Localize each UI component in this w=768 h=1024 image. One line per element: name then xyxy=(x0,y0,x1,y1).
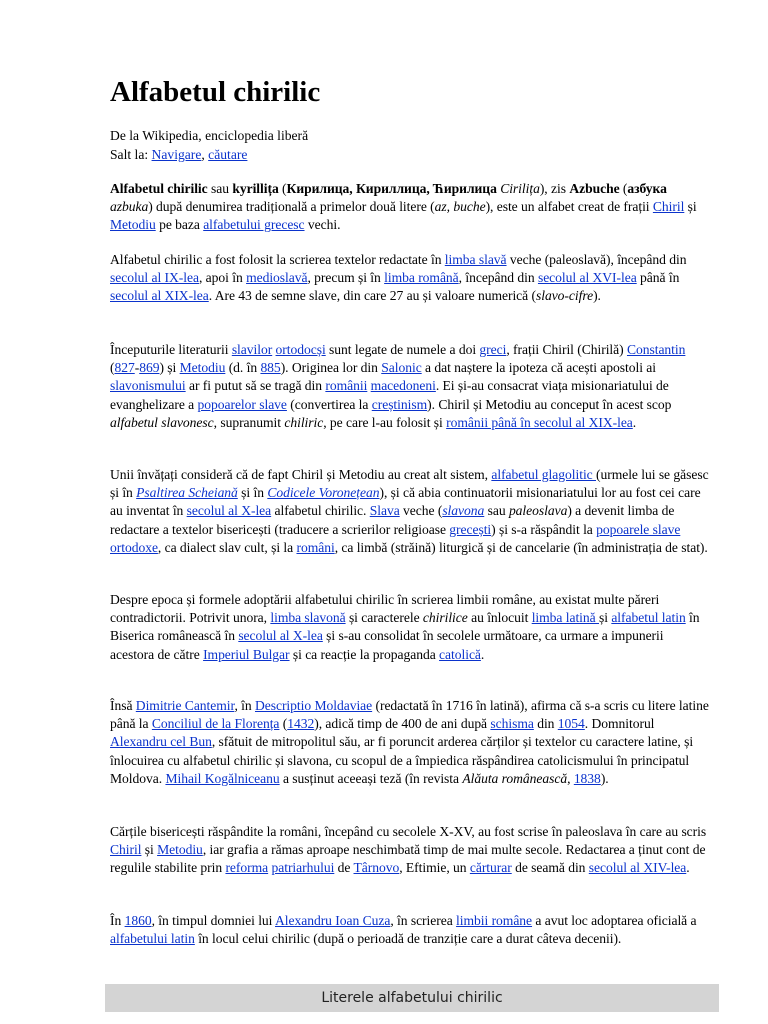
wiki-link[interactable]: grecești xyxy=(449,521,492,537)
search-link[interactable]: căutare xyxy=(208,147,248,162)
wiki-link[interactable]: popoarele slave xyxy=(596,521,681,537)
italic-term: Cirilița xyxy=(500,181,540,196)
paragraph-origins xyxy=(110,341,710,432)
text-run: în locul celui chirilic (după o perioadă de tranziție care a durat câteva decenii). xyxy=(194,931,622,947)
wiki-link[interactable]: 1860 xyxy=(124,913,152,928)
wiki-link[interactable]: 1054 xyxy=(557,716,585,732)
text-run: În xyxy=(110,913,125,928)
wiki-link[interactable]: românii până în secolul al XIX-lea xyxy=(446,414,633,430)
wiki-link[interactable]: Metodiu xyxy=(157,842,203,858)
text-run: ). Originea lor din xyxy=(280,360,382,376)
italic-term: alfabetul slavonesc xyxy=(110,414,214,430)
text-run: până în xyxy=(636,270,680,286)
text-run: - xyxy=(134,360,140,376)
wiki-link[interactable]: slavilor xyxy=(231,342,273,357)
paragraph-1860 xyxy=(110,912,710,948)
text-run: ( xyxy=(619,181,628,196)
wiki-link[interactable]: limba slavă xyxy=(444,252,507,267)
wiki-link[interactable]: Constantin xyxy=(626,342,686,357)
text-run: , în timpul domniei lui xyxy=(151,913,275,928)
text-run: sau xyxy=(207,181,233,196)
source-line: De la Wikipedia, enciclopedia liberă xyxy=(110,128,309,143)
navigation-link[interactable]: Navigare xyxy=(151,147,202,162)
text-run: ), adică timp de 400 de ani după xyxy=(314,716,491,732)
wiki-link[interactable]: 827 xyxy=(114,360,135,376)
article-header xyxy=(110,126,308,164)
text-run: alfabetul chirilic. xyxy=(271,503,370,519)
wiki-link[interactable]: slavona xyxy=(442,503,485,519)
text-run: , apoi în xyxy=(198,270,247,286)
wiki-link[interactable]: românii xyxy=(325,378,368,394)
text-run: . xyxy=(632,414,637,430)
wiki-link[interactable]: Alexandru cel Bun xyxy=(110,734,212,750)
wiki-link[interactable]: secolul al XIV-lea xyxy=(588,860,687,876)
jump-line xyxy=(110,145,308,164)
wiki-link[interactable]: 869 xyxy=(139,360,160,376)
paragraph-glagolitic xyxy=(110,466,710,557)
text-run: , ca dialect slav cult, și la xyxy=(157,539,297,555)
text-run: ), zis xyxy=(539,181,570,196)
text-run: ). xyxy=(600,770,609,786)
wiki-link[interactable]: Mihail Kogălniceanu xyxy=(165,770,280,786)
text-run: , xyxy=(567,770,574,786)
text-run: , sfătuit de mitropolitul său, ar fi poruncit arderea cărților și textelor cu caractere latine, și înlocuirea cu alfabetul chirilic și slavona, cu scopul de a împiedica răspândirea catolicismului în principatul Moldova. xyxy=(110,734,694,786)
text-run: , în xyxy=(234,698,255,713)
text-run: a dat naștere la ipoteza că acești apostoli ai xyxy=(421,360,656,376)
wiki-link[interactable]: limba română xyxy=(384,270,459,286)
wiki-link[interactable]: creștinism xyxy=(371,396,428,412)
text-run: , pe care l-au folosit și xyxy=(323,414,447,430)
text-run: și s-au consolidat în secolele următoare, ca urmare a impunerii acestora de către xyxy=(110,628,664,662)
text-run: a susținut aceeași teză (în revista xyxy=(279,770,463,786)
bold-term: Azbuche xyxy=(569,181,620,196)
wiki-link[interactable]: Psaltirea Scheiană xyxy=(136,485,238,501)
wiki-link[interactable]: Târnovo xyxy=(353,860,400,876)
text-run: Însă xyxy=(110,698,136,713)
text-run: . xyxy=(480,646,485,662)
text-run: Cărțile bisericești răspândite la români, începând cu secolele X-XV, au fost scrise în paleoslava în care au scris xyxy=(110,824,707,839)
text-run: . Ei și-au consacrat viața misionariatului de evanghelizare a xyxy=(110,378,669,412)
wiki-link[interactable]: reforma xyxy=(225,860,269,876)
text-run: de seamă din xyxy=(511,860,589,876)
text-run: . xyxy=(686,860,690,876)
wiki-link[interactable]: Alexandru Ioan Cuza xyxy=(275,913,391,928)
text-run: ) a devenit limba de redactare a textelor bisericești (traducere a scrierilor religioase xyxy=(110,503,675,537)
wiki-link[interactable]: Salonic xyxy=(381,360,422,376)
wiki-link[interactable]: secolul al IX-lea xyxy=(110,270,199,286)
text-run: ( xyxy=(110,360,115,376)
text-run: , ca limbă (străină) liturgică și de cancelarie (în administrația de stat). xyxy=(334,539,708,555)
wiki-link[interactable]: alfabetul latin xyxy=(611,610,686,626)
text-run: și în xyxy=(237,485,268,501)
text-run: ( xyxy=(278,181,287,196)
paragraph-adoption xyxy=(110,591,710,664)
text-run: ). Chiril și Metodiu au conceput în acest scop xyxy=(427,396,672,412)
wiki-link[interactable]: cărturar xyxy=(469,860,512,876)
text-run: sau xyxy=(484,503,509,519)
wiki-link[interactable]: Chiril xyxy=(652,199,685,215)
text-run: , precum și în xyxy=(307,270,385,286)
wiki-link[interactable]: 1838 xyxy=(573,770,601,786)
wiki-link[interactable]: limbii române xyxy=(456,913,533,928)
text-run: a avut loc adoptarea oficială a xyxy=(532,913,697,928)
bold-term: Alfabetul chirilic xyxy=(110,181,208,196)
italic-term: azbuka xyxy=(110,199,149,215)
italic-term: Alăuta românească xyxy=(462,770,568,786)
text-run: , supranumit xyxy=(213,414,285,430)
text-run: ar fi putut să se tragă din xyxy=(185,378,326,394)
italic-term: az, buche xyxy=(434,199,486,215)
text-run: pe baza xyxy=(155,217,204,233)
italic-term: chiliric xyxy=(284,414,324,430)
text-run: ) și s-a răspândit la xyxy=(491,521,597,537)
text-run: ). xyxy=(593,288,601,304)
wiki-link[interactable]: Dimitrie Cantemir xyxy=(135,698,235,713)
bold-term: kyrillița xyxy=(232,181,279,196)
italic-term: paleoslava xyxy=(508,503,568,519)
wiki-link[interactable]: alfabetul glagolitic xyxy=(491,467,596,482)
jump-prefix: Salt la: xyxy=(110,147,152,162)
text-run: , iar grafia a rămas aproape neschimbată timp de mai multe secole. Redactarea a ținut cont de regulile stabilite prin xyxy=(110,842,706,876)
paragraph-cantemir xyxy=(110,697,710,788)
text-run: . Are 43 de semne slave, din care 27 au și valoare numerică ( xyxy=(208,288,536,304)
text-run: de xyxy=(334,860,354,876)
text-run: ), este un alfabet creat de frații xyxy=(485,199,653,215)
italic-term: chirilice xyxy=(422,610,468,626)
jump-separator: , xyxy=(201,147,209,162)
text-run: ( xyxy=(279,716,288,732)
text-run: vechi. xyxy=(304,217,341,233)
text-run: au înlocuit xyxy=(467,610,532,626)
text-run: . Domnitorul xyxy=(584,716,655,732)
wiki-link[interactable]: Codicele Voronețean xyxy=(267,485,380,501)
text-run: veche (paleoslavă), începând din xyxy=(506,252,687,267)
wiki-link[interactable]: popoarelor slave xyxy=(197,396,287,412)
text-run: veche ( xyxy=(399,503,443,519)
wiki-link[interactable]: Metodiu xyxy=(110,217,156,233)
text-run: , Eftimie, un xyxy=(399,860,470,876)
text-run: și ca reacție la propaganda xyxy=(289,646,440,662)
wiki-link[interactable]: Imperiul Bulgar xyxy=(203,646,290,662)
text-run: sunt legate de numele a doi xyxy=(325,342,480,357)
wiki-link[interactable]: români xyxy=(296,539,335,555)
text-run: ) și xyxy=(159,360,180,376)
italic-term: slavo-cifre xyxy=(535,288,594,304)
wiki-link[interactable]: limba latină xyxy=(531,610,599,626)
wiki-link[interactable]: secolul al X-lea xyxy=(238,628,323,644)
wiki-link[interactable]: schisma xyxy=(490,716,534,732)
wiki-link[interactable]: secolul al XVI-lea xyxy=(537,270,637,286)
paragraph-church-books xyxy=(110,823,710,878)
text-run: Alfabetul chirilic a fost folosit la scrierea textelor redactate în xyxy=(110,252,445,267)
wiki-link[interactable]: catolică xyxy=(439,646,481,662)
text-run: și caracterele xyxy=(345,610,423,626)
wiki-link[interactable]: slavonismului xyxy=(110,378,186,394)
text-run: , frații Chiril (Chirilă) xyxy=(506,342,627,357)
wiki-link[interactable]: limba slavonă xyxy=(270,610,346,626)
wiki-link[interactable]: secolul al X-lea xyxy=(186,503,272,519)
text-run: ), și că abia continuatorii misionariatului lor au fost cei care au inventat în xyxy=(110,485,701,519)
wiki-link[interactable]: alfabetului latin xyxy=(110,931,195,947)
wiki-link[interactable]: ortodoxe xyxy=(110,539,158,555)
text-run: Începuturile literaturii xyxy=(110,342,232,357)
wiki-link[interactable]: patriarhului xyxy=(271,860,335,876)
wiki-link[interactable]: Slava xyxy=(369,503,400,519)
paragraph-usage xyxy=(110,251,710,306)
text-run: (d. în xyxy=(225,360,261,376)
wiki-link[interactable]: 885 xyxy=(260,360,281,376)
wiki-link[interactable]: medioslavă xyxy=(246,270,308,286)
wiki-link[interactable]: Descriptio Moldaviae xyxy=(254,698,373,713)
text-run: (redactată în 1716 în latină), afirma că s-a scris cu litere latine până la xyxy=(110,698,709,732)
wiki-link[interactable]: 1432 xyxy=(287,716,315,732)
wiki-link[interactable]: Chiril xyxy=(110,842,142,858)
wiki-link[interactable]: Conciliul de la Florența xyxy=(151,716,280,732)
text-run: și xyxy=(684,199,697,215)
paragraph-intro xyxy=(110,180,710,235)
bold-term: азбука xyxy=(627,181,667,196)
text-run: în Biserica românească în xyxy=(110,610,700,644)
text-run: din xyxy=(533,716,558,732)
text-run: ) după denumirea tradițională a primelor două litere ( xyxy=(148,199,435,215)
text-run: , în scrierea xyxy=(390,913,457,928)
text-run: și xyxy=(141,842,158,858)
text-run: (urmele lui se găsesc și în xyxy=(110,467,709,501)
text-run: Despre epoca și formele adoptării alfabetului chirilic în scrierea limbii române, au existat multe păreri contradictorii. Potrivit unora, xyxy=(110,592,660,626)
wiki-link[interactable]: ortodocși xyxy=(275,342,326,357)
text-run: Unii învățați consideră că de fapt Chiril și Metodiu au creat alt sistem, xyxy=(110,467,492,482)
table-caption: Literele alfabetului chirilic xyxy=(105,984,719,1012)
text-run: (convertirea la xyxy=(286,396,372,412)
wiki-link[interactable]: alfabetului grecesc xyxy=(203,217,305,233)
text-run: și xyxy=(599,610,612,626)
bold-term: Кирилица, Кириллица, Ћирилица xyxy=(286,181,497,196)
wiki-link[interactable]: Metodiu xyxy=(179,360,226,376)
wiki-link[interactable]: greci xyxy=(479,342,507,357)
page-title: Alfabetul chirilic xyxy=(110,76,321,108)
wiki-link[interactable]: secolul al XIX-lea xyxy=(110,288,209,304)
text-run: , începând din xyxy=(458,270,538,286)
wiki-link[interactable]: macedoneni xyxy=(370,378,436,394)
